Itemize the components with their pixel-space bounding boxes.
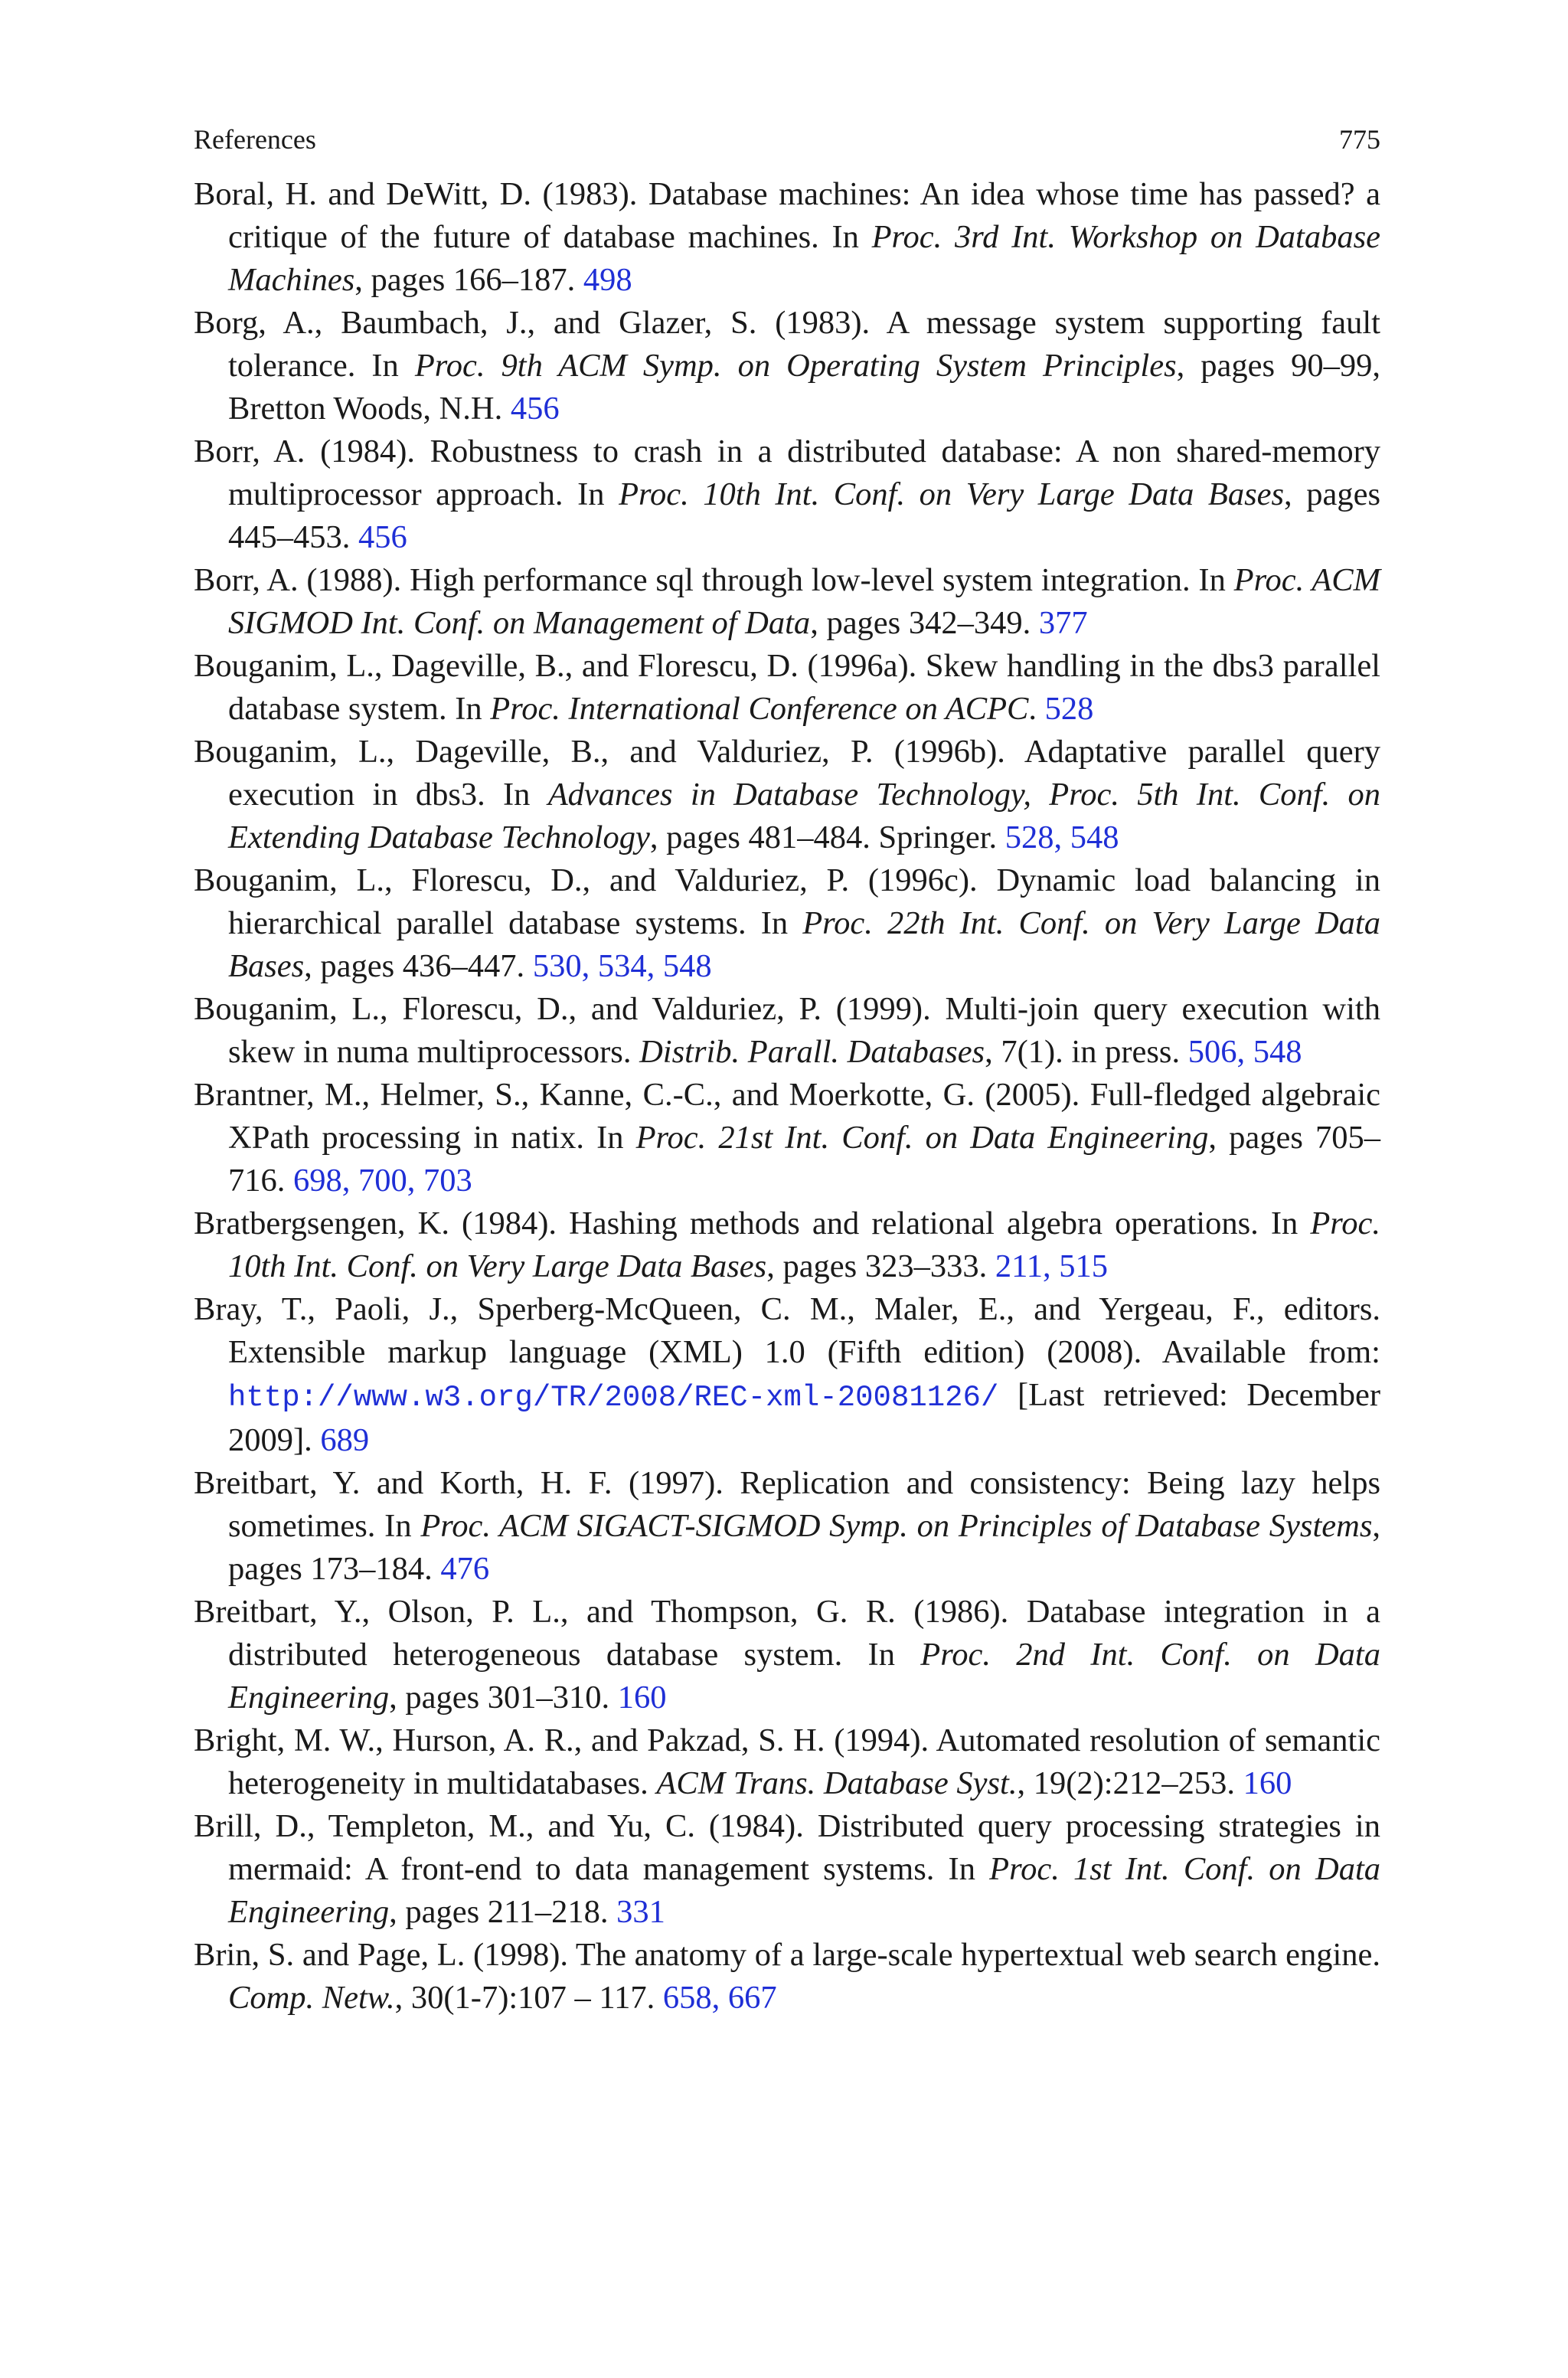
- url-link[interactable]: http://www.w3.org/TR/2008/REC-xml-20081126/: [228, 1381, 999, 1415]
- back-reference-link[interactable]: 530, 534, 548: [532, 948, 712, 984]
- back-reference-link[interactable]: 476: [440, 1551, 490, 1587]
- reference-entry: Brill, D., Templeton, M., and Yu, C. (1984). Distributed query processing strategies in mermaid: A front-end to data management systems. In Proc. 1st Int. Conf. on Data Engineering, pages 211–218. 331: [194, 1808, 1381, 1930]
- venue: Proc. 10th Int. Conf. on Very Large Data Bases: [228, 1205, 1380, 1284]
- reference-entry: Borr, A. (1988). High performance sql through low-level system integration. In Proc. ACM SIGMOD Int. Conf. on Management of Data, pages 342–349. 377: [194, 562, 1381, 641]
- back-reference-link[interactable]: 689: [320, 1422, 370, 1458]
- reference-entry: Brin, S. and Page, L. (1998). The anatomy of a large-scale hypertextual web search engine. Comp. Netw., 30(1-7):107 – 117. 658, 667: [194, 1937, 1380, 2016]
- reference-entry: Borr, A. (1984). Robustness to crash in a distributed database: A non shared-memory multiprocessor approach. In Proc. 10th Int. Conf. on Very Large Data Bases, pages 445–453. 456: [194, 433, 1380, 555]
- venue: Proc. ACM SIGMOD Int. Conf. on Management of Data: [228, 562, 1381, 641]
- reference-entry: Bouganim, L., Dageville, B., and Florescu, D. (1996a). Skew handling in the dbs3 parallel database system. In Proc. International Conference on ACPC. 528: [194, 648, 1380, 727]
- venue: Proc. 3rd Int. Workshop on Database Machines: [228, 219, 1380, 298]
- back-reference-link[interactable]: 528: [1044, 691, 1094, 727]
- venue: Proc. 22th Int. Conf. on Very Large Data Bases: [228, 905, 1380, 984]
- back-reference-link[interactable]: 211, 515: [995, 1248, 1109, 1284]
- back-reference-link[interactable]: 528, 548: [1004, 819, 1119, 855]
- reference-entry: Brantner, M., Helmer, S., Kanne, C.-C., and Moerkotte, G. (2005). Full-fledged algebraic XPath processing in natix. In Proc. 21st Int. Conf. on Data Engineering, pages 705–716. 698, 700, 703: [194, 1077, 1380, 1199]
- reference-entry: Breitbart, Y., Olson, P. L., and Thompson, G. R. (1986). Database integration in a distributed heterogeneous database system. In Proc. 2nd Int. Conf. on Data Engineering, pages 301–310. 160: [194, 1594, 1380, 1716]
- reference-entry: Breitbart, Y. and Korth, H. F. (1997). Replication and consistency: Being lazy helps sometimes. In Proc. ACM SIGACT-SIGMOD Symp. on Principles of Database Systems, pages 173–184. 476: [194, 1465, 1380, 1587]
- back-reference-link[interactable]: 160: [617, 1680, 667, 1716]
- reference-entry: Bray, T., Paoli, J., Sperberg-McQueen, C. M., Maler, E., and Yergeau, F., editors. Extensible markup language (XML) 1.0 (Fifth edition) (2008). Available from: http://www.w3.org/TR/2008/REC-xml-20081126/ [Last retrieved: December 2009]. 689: [194, 1291, 1380, 1458]
- back-reference-link[interactable]: 506, 548: [1187, 1034, 1302, 1070]
- reference-entry: Bouganim, L., Dageville, B., and Valduriez, P. (1996b). Adaptative parallel query execution in dbs3. In Advances in Database Technology, Proc. 5th Int. Conf. on Extending Database Technology, pages 481–484. Springer. 528, 548: [194, 734, 1380, 855]
- back-reference-link[interactable]: 456: [358, 519, 407, 555]
- reference-entry: Boral, H. and DeWitt, D. (1983). Database machines: An idea whose time has passed? a critique of the future of database machines. In Proc. 3rd Int. Workshop on Database Machines, pages 166–187. 498: [194, 176, 1380, 298]
- book-page: [194, 123, 1380, 2020]
- reference-entry: Bouganim, L., Florescu, D., and Valduriez, P. (1996c). Dynamic load balancing in hierarchical parallel database systems. In Proc. 22th Int. Conf. on Very Large Data Bases, pages 436–447. 530, 534, 548: [194, 862, 1380, 984]
- back-reference-link[interactable]: 377: [1038, 605, 1088, 641]
- venue: Proc. 21st Int. Conf. on Data Engineering: [635, 1120, 1209, 1156]
- venue: Distrib. Parall. Databases: [639, 1034, 985, 1070]
- back-reference-link[interactable]: 698, 700, 703: [293, 1163, 472, 1199]
- venue: Comp. Netw.: [228, 1980, 395, 2016]
- reference-entry: Bratbergsengen, K. (1984). Hashing methods and relational algebra operations. In Proc. 10th Int. Conf. on Very Large Data Bases, pages 323–333. 211, 515: [194, 1205, 1380, 1284]
- venue: Proc. 2nd Int. Conf. on Data Engineering: [228, 1637, 1380, 1716]
- back-reference-link[interactable]: 456: [510, 391, 560, 427]
- reference-entry: Borg, A., Baumbach, J., and Glazer, S. (1983). A message system supporting fault tolerance. In Proc. 9th ACM Symp. on Operating System Principles, pages 90–99, Bretton Woods, N.H. 456: [194, 305, 1380, 427]
- section-title: References: [194, 124, 316, 155]
- running-head: [194, 123, 1380, 156]
- reference-entry: Bright, M. W., Hurson, A. R., and Pakzad, S. H. (1994). Automated resolution of semantic heterogeneity in multidatabases. ACM Trans. Database Syst., 19(2):212–253. 160: [194, 1722, 1380, 1801]
- venue: Proc. 10th Int. Conf. on Very Large Data Bases: [619, 476, 1285, 512]
- back-reference-link[interactable]: 331: [616, 1894, 665, 1930]
- venue: Advances in Database Technology, Proc. 5th Int. Conf. on Extending Database Technology: [228, 777, 1380, 855]
- back-reference-link[interactable]: 498: [583, 262, 632, 298]
- back-reference-link[interactable]: 658, 667: [662, 1980, 777, 2016]
- reference-entry: Bouganim, L., Florescu, D., and Valduriez, P. (1999). Multi-join query execution with skew in numa multiprocessors. Distrib. Parall. Databases, 7(1). in press. 506, 548: [194, 991, 1380, 1070]
- venue: Proc. 1st Int. Conf. on Data Engineering: [228, 1851, 1381, 1930]
- page-number: 775: [1339, 124, 1380, 155]
- back-reference-link[interactable]: 160: [1243, 1765, 1292, 1801]
- venue: ACM Trans. Database Syst.: [656, 1765, 1018, 1801]
- venue: Proc. International Conference on ACPC: [490, 691, 1029, 727]
- reference-list: [194, 173, 1380, 2020]
- venue: Proc. ACM SIGACT-SIGMOD Symp. on Principles of Database Systems: [420, 1508, 1373, 1544]
- venue: Proc. 9th ACM Symp. on Operating System Principles: [414, 348, 1177, 384]
